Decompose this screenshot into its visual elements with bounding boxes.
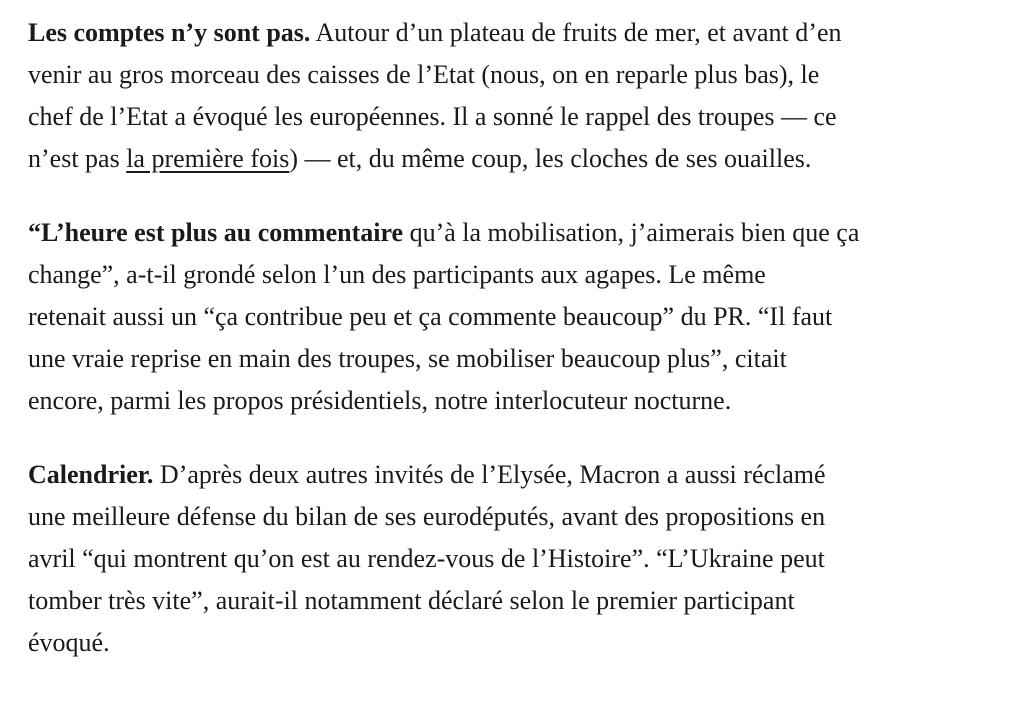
text-run: encore, parmi les propos présidentiels, notre interlocuteur nocturne. [28,386,732,415]
inline-link[interactable]: la première fois [126,144,290,173]
text-line [28,138,996,180]
paragraphs-container [28,12,996,664]
text-line [28,454,996,496]
text-run: Autour d’un plateau de fruits de mer, et avant d’en [310,18,842,47]
text-line [28,254,996,296]
text-line [28,580,996,622]
paragraph-l-heure [28,212,996,422]
text-run: chef de l’Etat a évoqué les européennes. Il a sonné le rappel des troupes — ce [28,102,837,131]
text-run: change”, a-t-il grondé selon l’un des participants aux agapes. Le même [28,260,766,289]
text-line [28,338,996,380]
text-run: retenait aussi un “ça contribue peu et ça commente beaucoup” du PR. “Il faut [28,302,833,331]
text-run: évoqué. [28,628,110,657]
text-line [28,380,996,422]
text-run: une meilleure défense du bilan de ses eurodéputés, avant des propositions en [28,502,826,531]
text-run: qu’à la mobilisation, j’aimerais bien que ça [403,218,860,247]
paragraph-calendrier [28,454,996,664]
text-run: ) — et, du même coup, les cloches de ses ouailles. [289,144,812,173]
text-line [28,212,996,254]
bold-lead: “L’heure est plus au commentaire [28,218,404,247]
text-line [28,538,996,580]
text-run: une vraie reprise en main des troupes, se mobiliser beaucoup plus”, citait [28,344,787,373]
text-run: n’est pas [28,144,127,173]
text-line [28,296,996,338]
text-run: tomber très vite”, aurait-il notamment déclaré selon le premier participant [28,586,795,615]
text-line [28,622,996,664]
text-run: avril “qui montrent qu’on est au rendez-vous de l’Histoire”. “L’Ukraine peut [28,544,825,573]
text-line [28,96,996,138]
text-run: venir au gros morceau des caisses de l’Etat (nous, on en reparle plus bas), le [28,60,820,89]
bold-lead: Les comptes n’y sont pas. [28,18,311,47]
text-line [28,496,996,538]
text-line [28,54,996,96]
bold-lead: Calendrier. [28,460,154,489]
text-run: D’après deux autres invités de l’Elysée, Macron a aussi réclamé [153,460,826,489]
text-line [28,12,996,54]
paragraph-les-comptes [28,12,996,180]
